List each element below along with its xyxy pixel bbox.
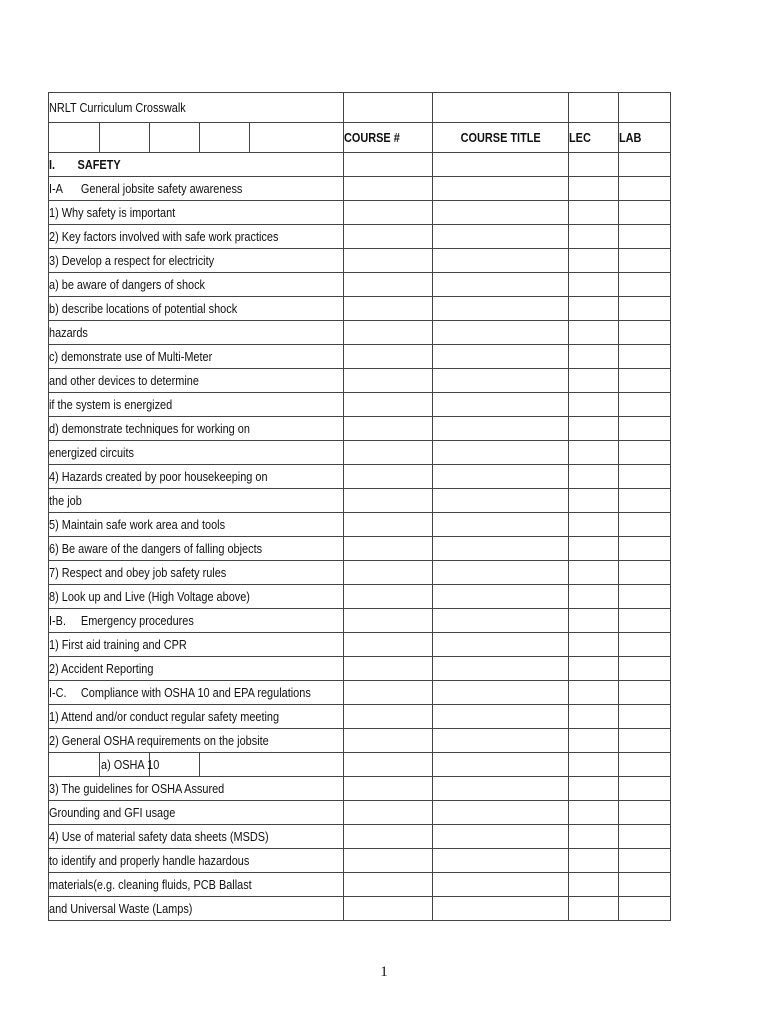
- cell: [569, 777, 619, 801]
- cell: [569, 489, 619, 513]
- cell: [619, 297, 671, 321]
- cell: [433, 225, 569, 249]
- cell: [569, 369, 619, 393]
- item-text: 4) Use of material safety data sheets (MSDS): [49, 828, 269, 844]
- title-cell: [49, 93, 344, 123]
- item-cell: [49, 489, 344, 513]
- cell: [433, 609, 569, 633]
- cell: [344, 489, 433, 513]
- item-cell: [49, 537, 344, 561]
- cell: [344, 753, 433, 777]
- item-cell: [49, 801, 344, 825]
- item-cell: [49, 705, 344, 729]
- table-row: [49, 897, 671, 921]
- cell: [619, 657, 671, 681]
- item-text: a) be aware of dangers of shock: [49, 276, 206, 292]
- cell: [344, 777, 433, 801]
- item-cell: [49, 273, 344, 297]
- section-row: [49, 153, 671, 177]
- item-text: 6) Be aware of the dangers of falling objects: [49, 540, 263, 556]
- table-row: [49, 657, 671, 681]
- cell: [433, 873, 569, 897]
- cell: [344, 441, 433, 465]
- cell: [569, 297, 619, 321]
- cell: [49, 753, 100, 777]
- cell: [619, 225, 671, 249]
- item-text: if the system is energized: [49, 396, 173, 412]
- cell: [344, 93, 433, 123]
- cell: [619, 801, 671, 825]
- item-cell: [49, 417, 344, 441]
- item-cell: [49, 249, 344, 273]
- cell: [569, 513, 619, 537]
- table-row: [49, 801, 671, 825]
- table-row: [49, 273, 671, 297]
- cell: [344, 537, 433, 561]
- cell: [619, 849, 671, 873]
- cell: [569, 465, 619, 489]
- item-text: 2) Key factors involved with safe work practices: [49, 228, 279, 244]
- cell: [619, 585, 671, 609]
- cell: [569, 561, 619, 585]
- table-row: [49, 465, 671, 489]
- cell: [344, 201, 433, 225]
- item-text: the job: [49, 492, 82, 508]
- cell: [433, 705, 569, 729]
- item-cell: [49, 849, 344, 873]
- cell: [433, 417, 569, 441]
- cell: [344, 297, 433, 321]
- cell: [569, 801, 619, 825]
- title-row: [49, 93, 671, 123]
- item-text: b) describe locations of potential shock: [49, 300, 238, 316]
- section-number: I.: [49, 156, 56, 172]
- cell: [619, 609, 671, 633]
- cell: [433, 657, 569, 681]
- cell: [433, 177, 569, 201]
- item-text: 4) Hazards created by poor housekeeping on: [49, 468, 268, 484]
- item-cell: [49, 465, 344, 489]
- table-row: [49, 225, 671, 249]
- cell: [433, 729, 569, 753]
- item-cell: [49, 561, 344, 585]
- cell: [569, 153, 619, 177]
- table-row: [49, 297, 671, 321]
- cell: [569, 705, 619, 729]
- cell: [569, 729, 619, 753]
- cell: [250, 123, 344, 153]
- header-lec-text: LEC: [569, 129, 591, 145]
- cell: [569, 93, 619, 123]
- cell: [619, 537, 671, 561]
- cell: [150, 123, 200, 153]
- header-lab: [619, 123, 671, 153]
- cell: [344, 249, 433, 273]
- item-text: to identify and properly handle hazardous: [49, 852, 250, 868]
- cell: [569, 441, 619, 465]
- cell: [619, 897, 671, 921]
- cell: [619, 321, 671, 345]
- item-code: I-C.: [49, 684, 67, 700]
- cell: [344, 273, 433, 297]
- table-row: [49, 393, 671, 417]
- table-row: [49, 777, 671, 801]
- cell: [619, 513, 671, 537]
- item-text: and other devices to determine: [49, 372, 199, 388]
- cell: [619, 825, 671, 849]
- cell: [619, 345, 671, 369]
- cell: [200, 123, 250, 153]
- cell: [569, 609, 619, 633]
- cell: [619, 633, 671, 657]
- cell: [569, 897, 619, 921]
- cell: [433, 681, 569, 705]
- table-row: [49, 681, 671, 705]
- item-cell: [49, 177, 344, 201]
- item-text: General jobsite safety awareness: [80, 180, 243, 196]
- item-text: Compliance with OSHA 10 and EPA regulations: [80, 684, 311, 700]
- cell: [569, 633, 619, 657]
- table-row: [49, 633, 671, 657]
- item-cell: [49, 633, 344, 657]
- cell: [619, 153, 671, 177]
- cell: [433, 513, 569, 537]
- cell: [344, 897, 433, 921]
- item-text: energized circuits: [49, 444, 134, 460]
- header-course-number: [344, 123, 433, 153]
- cell: [344, 369, 433, 393]
- item-cell: [100, 753, 160, 777]
- item-cell: [49, 513, 344, 537]
- cell: [619, 753, 671, 777]
- table-row: [49, 753, 671, 777]
- table-row: [49, 729, 671, 753]
- item-cell: [49, 369, 344, 393]
- cell: [569, 537, 619, 561]
- cell: [433, 825, 569, 849]
- cell: [433, 801, 569, 825]
- item-text: 1) Attend and/or conduct regular safety meeting: [49, 708, 280, 724]
- cell: [619, 681, 671, 705]
- cell: [344, 417, 433, 441]
- cell: [619, 201, 671, 225]
- header-lec: [569, 123, 619, 153]
- cell: [344, 681, 433, 705]
- item-cell: [49, 825, 344, 849]
- table-row: [49, 417, 671, 441]
- cell: [569, 753, 619, 777]
- cell: [344, 873, 433, 897]
- table-row: [49, 345, 671, 369]
- item-cell: [49, 321, 344, 345]
- cell: [433, 273, 569, 297]
- cell: [344, 585, 433, 609]
- cell: [619, 177, 671, 201]
- item-text: c) demonstrate use of Multi-Meter: [49, 348, 213, 364]
- item-text: materials(e.g. cleaning fluids, PCB Ballast: [49, 876, 252, 892]
- cell: [569, 393, 619, 417]
- page-number: 1: [380, 964, 388, 980]
- cell: [433, 633, 569, 657]
- cell: [433, 777, 569, 801]
- item-text: 5) Maintain safe work area and tools: [49, 516, 226, 532]
- item-text: 8) Look up and Live (High Voltage above): [49, 588, 250, 604]
- cell: [49, 123, 100, 153]
- item-cell: [49, 585, 344, 609]
- item-cell: [49, 441, 344, 465]
- cell: [619, 705, 671, 729]
- cell: [433, 537, 569, 561]
- cell: [569, 681, 619, 705]
- cell: [344, 393, 433, 417]
- cell: [433, 369, 569, 393]
- cell: [344, 705, 433, 729]
- cell: [433, 393, 569, 417]
- cell: [619, 489, 671, 513]
- item-cell: [49, 345, 344, 369]
- cell: [344, 465, 433, 489]
- cell: [433, 753, 569, 777]
- cell: [433, 561, 569, 585]
- cell: [344, 225, 433, 249]
- item-cell: [49, 393, 344, 417]
- cell: [619, 393, 671, 417]
- cell: [344, 345, 433, 369]
- cell: [619, 417, 671, 441]
- item-text: and Universal Waste (Lamps): [49, 900, 193, 916]
- item-code: I-A: [49, 180, 63, 196]
- cell: [619, 249, 671, 273]
- table-row: [49, 849, 671, 873]
- cell: [433, 345, 569, 369]
- table-row: [49, 873, 671, 897]
- cell: [200, 753, 344, 777]
- table-row: [49, 825, 671, 849]
- cell: [619, 873, 671, 897]
- header-course-title: [433, 123, 569, 153]
- cell: [619, 729, 671, 753]
- cell: [344, 561, 433, 585]
- item-cell: [49, 873, 344, 897]
- header-row: [49, 123, 671, 153]
- cell: [433, 441, 569, 465]
- table-row: [49, 369, 671, 393]
- table-row: [49, 561, 671, 585]
- cell: [433, 249, 569, 273]
- cell: [344, 801, 433, 825]
- cell: [344, 321, 433, 345]
- table-row: [49, 705, 671, 729]
- cell: [619, 561, 671, 585]
- item-cell: [49, 225, 344, 249]
- table-row: [49, 321, 671, 345]
- cell: [569, 201, 619, 225]
- document-title: NRLT Curriculum Crosswalk: [49, 99, 186, 115]
- cell: [569, 177, 619, 201]
- cell: [100, 123, 150, 153]
- cell: [433, 201, 569, 225]
- cell: [619, 369, 671, 393]
- cell: [344, 633, 433, 657]
- cell: [433, 93, 569, 123]
- item-cell: [49, 729, 344, 753]
- header-lab-text: LAB: [619, 129, 642, 145]
- item-cell: [49, 777, 344, 801]
- item-text: 1) Why safety is important: [49, 204, 176, 220]
- item-text: 3) The guidelines for OSHA Assured: [49, 780, 225, 796]
- table-row: [49, 585, 671, 609]
- cell: [344, 609, 433, 633]
- cell: [569, 849, 619, 873]
- cell: [569, 273, 619, 297]
- cell: [344, 825, 433, 849]
- table-row: [49, 249, 671, 273]
- section-title-cell: [49, 153, 344, 177]
- table-row: [49, 441, 671, 465]
- item-text: 1) First aid training and CPR: [49, 636, 187, 652]
- cell: [569, 417, 619, 441]
- cell: [569, 585, 619, 609]
- item-cell: [49, 297, 344, 321]
- cell: [344, 657, 433, 681]
- cell: [569, 321, 619, 345]
- item-text: Grounding and GFI usage: [49, 804, 176, 820]
- item-text: d) demonstrate techniques for working on: [49, 420, 250, 436]
- cell: [619, 93, 671, 123]
- section-title: SAFETY: [77, 156, 121, 172]
- cell: [433, 897, 569, 921]
- cell: [569, 657, 619, 681]
- item-text: hazards: [49, 324, 88, 340]
- cell: [344, 849, 433, 873]
- cell: [433, 585, 569, 609]
- item-cell: [49, 657, 344, 681]
- table-row: [49, 177, 671, 201]
- cell: [619, 441, 671, 465]
- item-text: a) OSHA 10: [101, 756, 160, 772]
- cell: [619, 777, 671, 801]
- cell: [569, 249, 619, 273]
- header-course-title-text: COURSE TITLE: [460, 129, 541, 145]
- cell: [433, 849, 569, 873]
- table-row: [49, 513, 671, 537]
- cell: [569, 825, 619, 849]
- item-cell: [49, 609, 344, 633]
- item-text: 3) Develop a respect for electricity: [49, 252, 215, 268]
- cell: [433, 465, 569, 489]
- cell: [569, 225, 619, 249]
- cell: [433, 321, 569, 345]
- table-row: [49, 201, 671, 225]
- table-row: [49, 537, 671, 561]
- cell: [344, 177, 433, 201]
- cell: [619, 273, 671, 297]
- header-course-number-text: COURSE #: [344, 129, 400, 145]
- item-cell: [49, 201, 344, 225]
- cell: [433, 153, 569, 177]
- cell: [619, 465, 671, 489]
- cell: [344, 729, 433, 753]
- table-row: [49, 609, 671, 633]
- cell: [433, 297, 569, 321]
- item-cell: [49, 681, 344, 705]
- item-code: I-B.: [49, 612, 66, 628]
- item-text: Emergency procedures: [80, 612, 194, 628]
- cell: [344, 153, 433, 177]
- item-text: 2) General OSHA requirements on the jobsite: [49, 732, 269, 748]
- crosswalk-table: [48, 92, 671, 921]
- item-cell: [49, 897, 344, 921]
- cell: [569, 873, 619, 897]
- crosswalk-sheet: [48, 92, 670, 921]
- table-row: [49, 489, 671, 513]
- cell: [433, 489, 569, 513]
- item-text: 2) Accident Reporting: [49, 660, 154, 676]
- cell: [569, 345, 619, 369]
- cell: [344, 513, 433, 537]
- item-text: 7) Respect and obey job safety rules: [49, 564, 227, 580]
